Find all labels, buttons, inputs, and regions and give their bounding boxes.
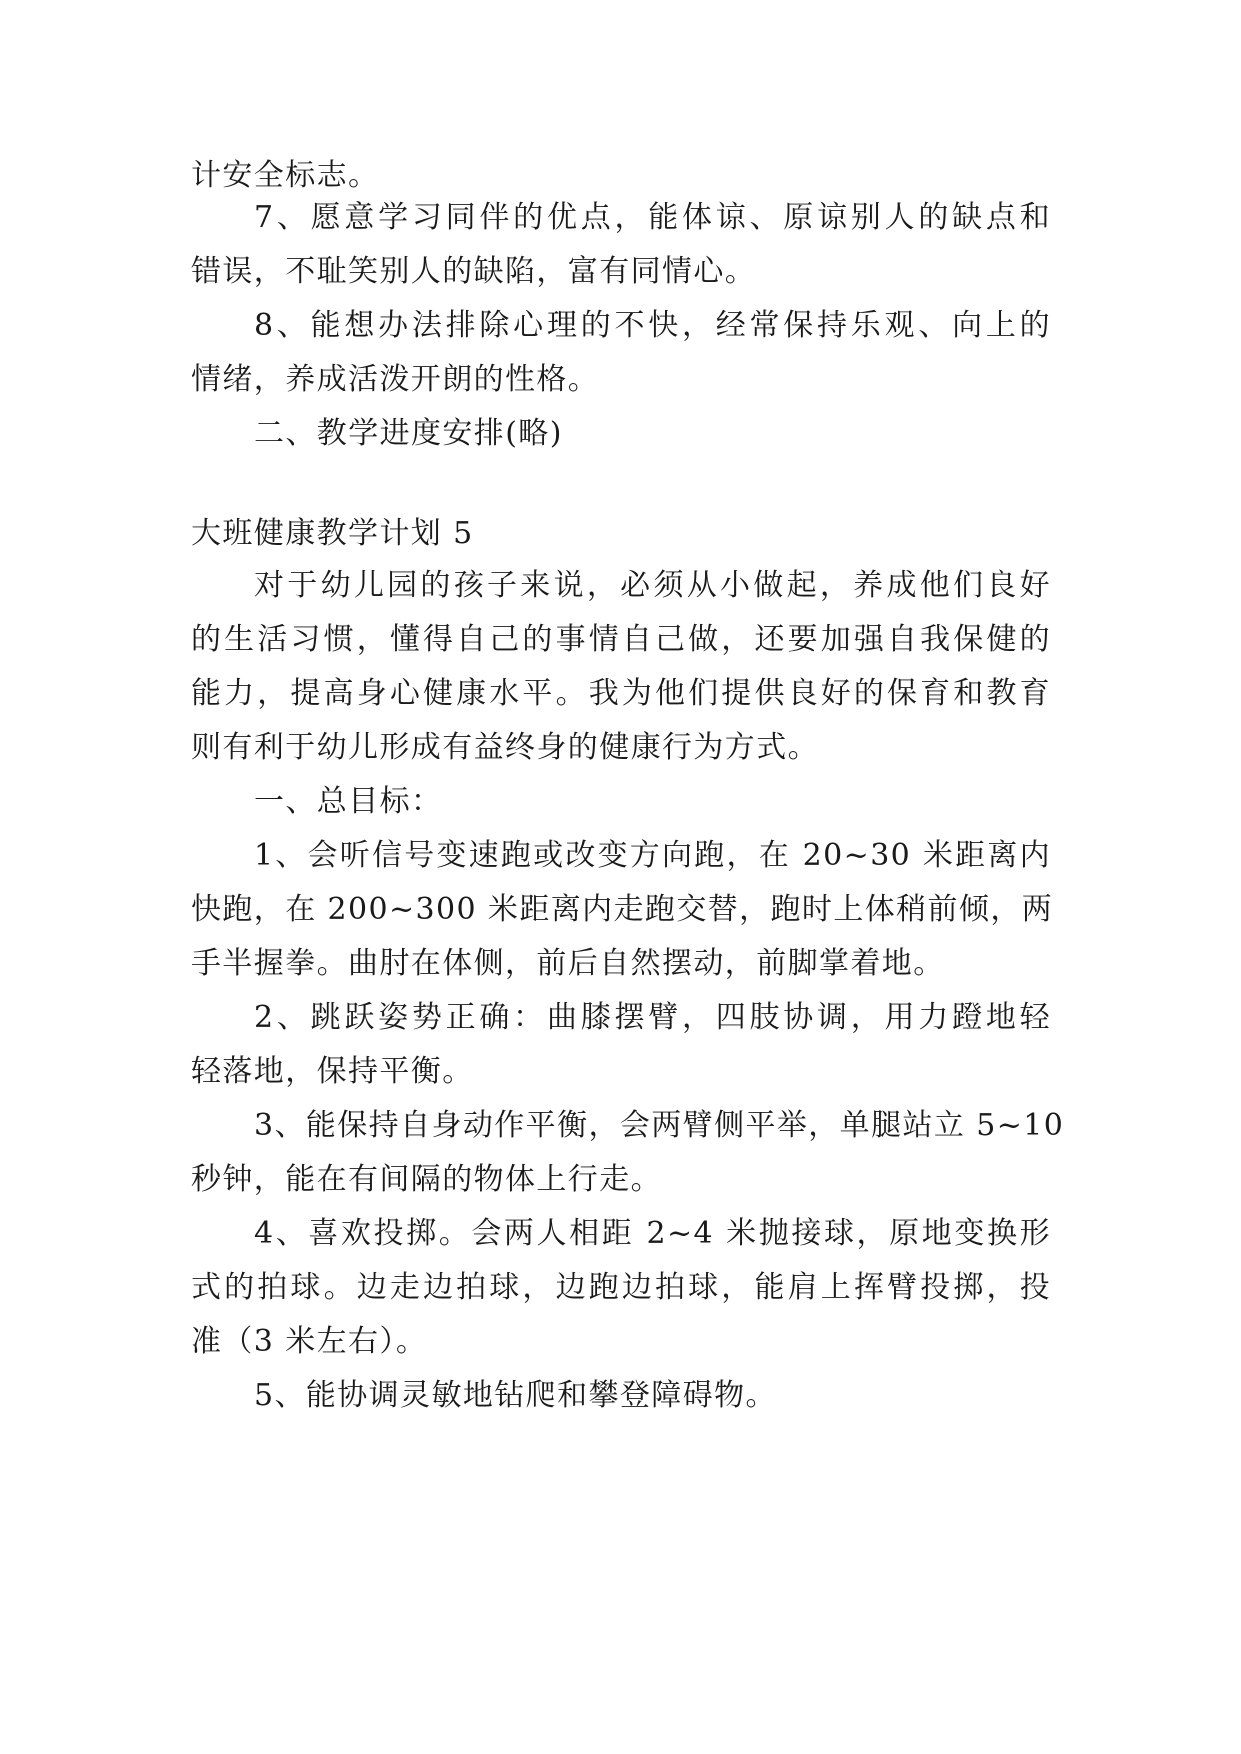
list-item-1-line-3: 手半握拳。曲肘在体侧，前后自然摆动，前脚掌着地。 — [191, 946, 945, 981]
text-line: 计安全标志。 — [191, 158, 380, 193]
paragraph-line: 能力，提高身心健康水平。我为他们提供良好的保育和教育 — [191, 676, 1051, 711]
document-title: 大班健康教学计划 5 — [191, 516, 474, 551]
list-item-8-line-1: 8、能想办法排除心理的不快，经常保持乐观、向上的 — [254, 308, 1051, 343]
list-item-3-line-2: 秒钟，能在有间隔的物体上行走。 — [191, 1162, 662, 1197]
list-item-1-line-2: 快跑，在 200~300 米距离内走跑交替，跑时上体稍前倾，两 — [191, 892, 1054, 927]
list-item-2-line-1: 2、跳跃姿势正确：曲膝摆臂，四肢协调，用力蹬地轻 — [254, 1000, 1051, 1035]
list-item-4-line-3: 准（3 米左右）。 — [191, 1324, 428, 1359]
list-item-2-line-2: 轻落地，保持平衡。 — [191, 1054, 474, 1089]
list-item-1-line-1: 1、会听信号变速跑或改变方向跑，在 20~30 米距离内 — [254, 838, 1051, 873]
list-item-4-line-2: 式的拍球。边走边拍球，边跑边拍球，能肩上挥臂投掷，投 — [191, 1270, 1051, 1305]
list-item-8-line-2: 情绪，养成活泼开朗的性格。 — [191, 362, 600, 397]
list-item-7-line-1: 7、愿意学习同伴的优点，能体谅、原谅别人的缺点和 — [254, 200, 1051, 235]
paragraph-line: 则有利于幼儿形成有益终身的健康行为方式。 — [191, 730, 819, 765]
section-heading: 一、总目标： — [254, 784, 443, 819]
list-item-7-line-2: 错误，不耻笑别人的缺陷，富有同情心。 — [191, 254, 757, 289]
section-heading: 二、教学进度安排(略) — [254, 416, 563, 451]
list-item-5-line-1: 5、能协调灵敏地钻爬和攀登障碍物。 — [254, 1378, 777, 1413]
paragraph-line: 的生活习惯，懂得自己的事情自己做，还要加强自我保健的 — [191, 622, 1051, 657]
paragraph-line: 对于幼儿园的孩子来说，必须从小做起，养成他们良好 — [254, 568, 1051, 603]
list-item-4-line-1: 4、喜欢投掷。会两人相距 2~4 米抛接球，原地变换形 — [254, 1216, 1051, 1251]
list-item-3-line-1: 3、能保持自身动作平衡，会两臂侧平举，单腿站立 5~10 — [254, 1108, 1065, 1143]
